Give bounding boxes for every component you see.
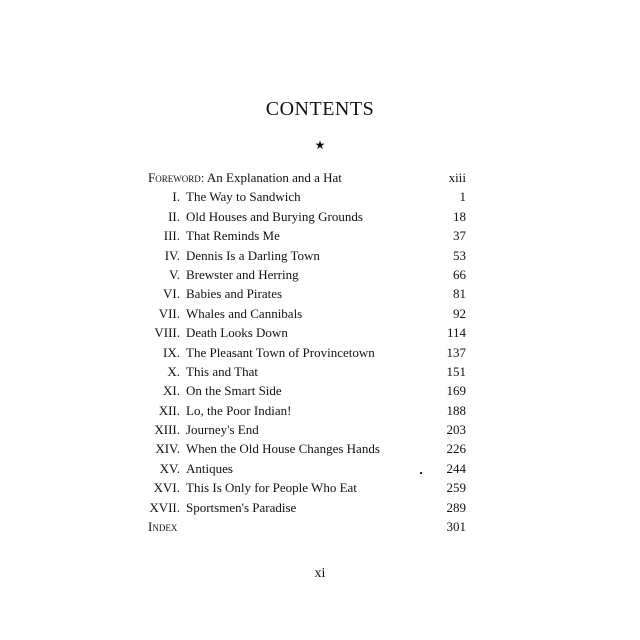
toc-entry xyxy=(148,343,466,362)
toc-entry-title: An Explanation and a Hat xyxy=(206,170,342,185)
chapter-number: XVII. xyxy=(149,499,180,515)
toc-entry-page: 1 xyxy=(459,189,466,205)
toc-entry-page: 289 xyxy=(446,499,466,515)
toc-entry-page: 92 xyxy=(453,305,466,321)
chapter-title: Lo, the Poor Indian! xyxy=(186,402,292,418)
chapter-number: IX. xyxy=(163,344,180,360)
chapter-number: X. xyxy=(167,363,180,379)
toc-entry xyxy=(148,323,466,342)
toc-entry xyxy=(148,246,466,265)
chapter-number: III. xyxy=(163,228,180,244)
chapter-title: Brewster and Herring xyxy=(186,266,299,282)
toc-entry-page: 66 xyxy=(453,266,466,282)
chapter-title: On the Smart Side xyxy=(186,383,282,399)
toc-entry-page: 301 xyxy=(446,519,466,535)
toc-entry xyxy=(148,226,466,245)
toc-entry xyxy=(148,498,466,517)
toc-entry-page: 151 xyxy=(446,363,466,379)
toc-entry-page: xiii xyxy=(448,170,466,185)
chapter-number: XVI. xyxy=(153,480,180,496)
toc-entry-page: 188 xyxy=(446,402,466,418)
star-ornament-icon: ★ xyxy=(314,138,326,152)
chapter-title: The Way to Sandwich xyxy=(186,189,301,205)
toc-entry xyxy=(148,207,466,226)
chapter-number: V. xyxy=(169,266,180,282)
toc-entry xyxy=(148,478,466,497)
toc-entry xyxy=(148,381,466,400)
chapter-number: XIII. xyxy=(154,422,180,438)
toc-entry xyxy=(148,187,466,206)
chapter-title: Death Looks Down xyxy=(186,325,288,341)
chapter-number: I. xyxy=(172,189,180,205)
chapter-title: The Pleasant Town of Provincetown xyxy=(186,344,375,360)
chapter-title: When the Old House Changes Hands xyxy=(186,441,380,457)
toc-entry xyxy=(148,459,466,478)
chapter-title: This and That xyxy=(186,363,258,379)
chapter-number: XI. xyxy=(163,383,180,399)
toc-entry-page: 37 xyxy=(453,228,466,244)
toc-entry-page: 81 xyxy=(453,286,466,302)
chapter-title: Dennis Is a Darling Town xyxy=(186,247,320,263)
toc-entry xyxy=(148,439,466,458)
toc-entry-page: 259 xyxy=(446,480,466,496)
toc-entry-page: 169 xyxy=(446,383,466,399)
chapter-title: Old Houses and Burying Grounds xyxy=(186,208,363,224)
toc-entry xyxy=(148,284,466,303)
toc-entry xyxy=(148,265,466,284)
toc-entry xyxy=(148,401,466,420)
toc-entry-prefix: Foreword: xyxy=(148,170,205,185)
chapter-number: IV. xyxy=(164,247,180,263)
chapter-title: That Reminds Me xyxy=(186,228,280,244)
toc-entry-index xyxy=(148,517,466,536)
chapter-number: VIII. xyxy=(154,325,180,341)
toc-entry-page: 203 xyxy=(446,422,466,438)
chapter-number: XIV. xyxy=(155,441,180,457)
toc-entry xyxy=(148,304,466,323)
chapter-number: XII. xyxy=(158,402,180,418)
chapter-title: Journey's End xyxy=(186,422,259,438)
toc-entry xyxy=(148,420,466,439)
toc-entry-page: 226 xyxy=(446,441,466,457)
chapter-number: XV. xyxy=(159,460,180,476)
chapter-title: Antiques xyxy=(186,460,233,476)
chapter-title: This Is Only for People Who Eat xyxy=(186,480,357,496)
toc-entry-page: 114 xyxy=(446,325,466,341)
table-of-contents xyxy=(148,168,466,536)
page-number: xi xyxy=(314,566,326,581)
toc-entry-foreword xyxy=(148,168,466,187)
chapter-number: VI. xyxy=(163,286,180,302)
toc-entry xyxy=(148,362,466,381)
toc-entry-page: 53 xyxy=(453,247,466,263)
toc-entry-page: 244 xyxy=(446,460,466,476)
toc-entry-page: 18 xyxy=(453,208,466,224)
toc-entry-page: 137 xyxy=(446,344,466,360)
index-label: Index xyxy=(148,519,178,535)
print-speck xyxy=(420,472,422,474)
chapter-number: VII. xyxy=(158,305,180,321)
page-title: CONTENTS xyxy=(265,98,375,120)
chapter-title: Babies and Pirates xyxy=(186,286,283,302)
chapter-number: II. xyxy=(168,208,180,224)
chapter-title: Sportsmen's Paradise xyxy=(186,499,297,515)
chapter-title: Whales and Cannibals xyxy=(186,305,303,321)
